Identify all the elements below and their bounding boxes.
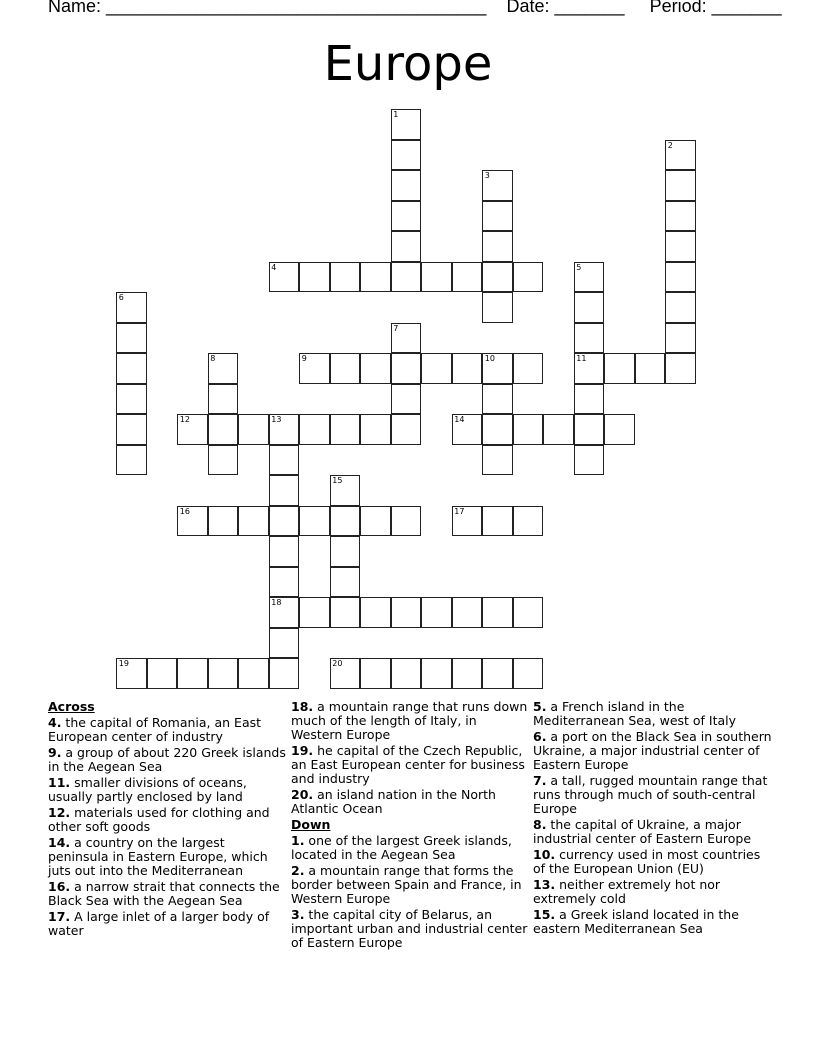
crossword-cell[interactable] <box>482 597 513 628</box>
crossword-cell[interactable] <box>116 292 147 323</box>
crossword-cell[interactable] <box>482 506 513 537</box>
crossword-cell[interactable] <box>574 384 605 415</box>
crossword-cell[interactable] <box>574 323 605 354</box>
crossword-cell[interactable] <box>482 262 513 293</box>
clue-number: 20 <box>332 659 343 669</box>
crossword-cell[interactable] <box>665 262 696 293</box>
clue-down-3: 3. the capital city of Belarus, an important urban and industrial center of Eastern Europe <box>291 907 528 950</box>
crossword-cell[interactable] <box>513 597 544 628</box>
clue-number: 6 <box>118 293 124 303</box>
crossword-cell[interactable] <box>391 201 422 232</box>
crossword-cell[interactable] <box>574 353 605 384</box>
crossword-cell[interactable] <box>574 445 605 476</box>
clue-number: 16 <box>179 506 190 516</box>
crossword-cell[interactable] <box>452 353 483 384</box>
clue-across-14: 14. a country on the largest peninsula in Eastern Europe, which juts out into the Mediterranean <box>48 835 268 878</box>
clue-number: 1 <box>393 110 399 120</box>
crossword-cell[interactable] <box>452 262 483 293</box>
crossword-cell[interactable] <box>299 353 330 384</box>
crossword-cell[interactable] <box>635 353 666 384</box>
crossword-cell[interactable] <box>269 567 300 598</box>
crossword-cell[interactable] <box>391 384 422 415</box>
clue-across-4: 4. the capital of Romania, an East European center of industry <box>48 715 262 744</box>
crossword-cell[interactable] <box>482 201 513 232</box>
crossword-cell[interactable] <box>299 262 330 293</box>
crossword-cell[interactable] <box>604 353 635 384</box>
crossword-cell[interactable] <box>574 414 605 445</box>
clue-number: 7 <box>393 323 399 333</box>
crossword-cell[interactable] <box>208 445 239 476</box>
crossword-cell[interactable] <box>665 353 696 384</box>
clue-across-12: 12. materials used for clothing and other soft goods <box>48 805 270 834</box>
crossword-cell[interactable] <box>452 414 483 445</box>
crossword-cell[interactable] <box>330 262 361 293</box>
crossword-cell[interactable] <box>177 414 208 445</box>
crossword-cell[interactable] <box>421 353 452 384</box>
clue-number: 19 <box>118 659 129 669</box>
crossword-cell[interactable] <box>269 445 300 476</box>
crossword-cell[interactable] <box>330 506 361 537</box>
crossword-cell[interactable] <box>391 231 422 262</box>
clue-number: 18 <box>271 598 282 608</box>
crossword-cell[interactable] <box>391 658 422 689</box>
crossword-cell[interactable] <box>391 597 422 628</box>
crossword-cell[interactable] <box>360 597 391 628</box>
clue-across-19: 19. he capital of the Czech Republic, an East European center for business and industry <box>291 743 525 786</box>
crossword-cell[interactable] <box>360 262 391 293</box>
clue-down-6: 6. a port on the Black Sea in southern Ukraine, a major industrial center of Eastern Europe <box>533 729 772 772</box>
crossword-cell[interactable] <box>208 506 239 537</box>
crossword-cell[interactable] <box>330 658 361 689</box>
crossword-cell[interactable] <box>360 414 391 445</box>
period-field[interactable]: Period: _______ <box>649 0 782 16</box>
clues-column-2 <box>291 700 531 952</box>
crossword-cell[interactable] <box>299 597 330 628</box>
clue-across-20: 20. an island nation in the North Atlantic Ocean <box>291 787 496 816</box>
crossword-cell[interactable] <box>665 292 696 323</box>
crossword-cell[interactable] <box>330 414 361 445</box>
crossword-cell[interactable] <box>269 506 300 537</box>
clue-across-16: 16. a narrow strait that connects the Black Sea with the Aegean Sea <box>48 879 280 908</box>
crossword-cell[interactable] <box>238 414 269 445</box>
crossword-cell[interactable] <box>330 567 361 598</box>
crossword-cell[interactable] <box>391 506 422 537</box>
crossword-cell[interactable] <box>391 323 422 354</box>
crossword-cell[interactable] <box>513 414 544 445</box>
crossword-cell[interactable] <box>208 658 239 689</box>
crossword-cell[interactable] <box>452 506 483 537</box>
down-heading: Down <box>291 817 331 832</box>
page-title: Europe <box>323 36 493 92</box>
crossword-cell[interactable] <box>391 109 422 140</box>
clue-number: 13 <box>271 415 282 425</box>
clue-number: 3 <box>484 171 490 181</box>
clue-down-15: 15. a Greek island located in the eastern Mediterranean Sea <box>533 907 739 936</box>
crossword-cell[interactable] <box>116 353 147 384</box>
crossword-cell[interactable] <box>208 414 239 445</box>
crossword-cell[interactable] <box>330 475 361 506</box>
crossword-cell[interactable] <box>269 658 300 689</box>
crossword-cell[interactable] <box>482 445 513 476</box>
clue-down-5: 5. a French island in the Mediterranean Sea, west of Italy <box>533 699 737 728</box>
crossword-cell[interactable] <box>513 353 544 384</box>
clue-across-11: 11. smaller divisions of oceans, usually partly enclosed by land <box>48 775 247 804</box>
crossword-cell[interactable] <box>574 262 605 293</box>
crossword-cell[interactable] <box>574 292 605 323</box>
crossword-cell[interactable] <box>269 597 300 628</box>
clue-number: 17 <box>454 506 465 516</box>
worksheet-header <box>48 0 782 17</box>
clue-number: 8 <box>210 354 216 364</box>
clues-column-1 <box>48 700 288 940</box>
clue-number: 2 <box>667 140 673 150</box>
crossword-cell[interactable] <box>116 658 147 689</box>
crossword-cell[interactable] <box>299 414 330 445</box>
crossword-cell[interactable] <box>482 292 513 323</box>
crossword-cell[interactable] <box>391 414 422 445</box>
crossword-cell[interactable] <box>513 658 544 689</box>
crossword-cell[interactable] <box>116 414 147 445</box>
clue-number: 10 <box>484 354 495 364</box>
crossword-cell[interactable] <box>482 384 513 415</box>
crossword-cell[interactable] <box>665 140 696 171</box>
crossword-cell[interactable] <box>360 353 391 384</box>
crossword-cell[interactable] <box>604 414 635 445</box>
crossword-cell[interactable] <box>360 506 391 537</box>
name-field[interactable]: Name: ______________________________________ <box>48 0 487 16</box>
crossword-cell[interactable] <box>665 201 696 232</box>
clues-column-3 <box>533 700 773 938</box>
crossword-cell[interactable] <box>482 414 513 445</box>
crossword-cell[interactable] <box>269 475 300 506</box>
clue-down-10: 10. currency used in most countries of the European Union (EU) <box>533 847 761 876</box>
crossword-cell[interactable] <box>665 231 696 262</box>
crossword-cell[interactable] <box>177 658 208 689</box>
crossword-cell[interactable] <box>391 353 422 384</box>
crossword-cell[interactable] <box>391 170 422 201</box>
crossword-cell[interactable] <box>116 445 147 476</box>
crossword-cell[interactable] <box>421 262 452 293</box>
crossword-cell[interactable] <box>177 506 208 537</box>
clue-number: 14 <box>454 415 465 425</box>
clue-down-13: 13. neither extremely hot nor extremely cold <box>533 877 721 906</box>
crossword-cell[interactable] <box>665 323 696 354</box>
crossword-cell[interactable] <box>513 506 544 537</box>
crossword-cell[interactable] <box>269 628 300 659</box>
crossword-cell[interactable] <box>330 536 361 567</box>
date-field[interactable]: Date: _______ <box>506 0 625 16</box>
crossword-cell[interactable] <box>269 536 300 567</box>
crossword-cell[interactable] <box>330 597 361 628</box>
crossword-cell[interactable] <box>421 658 452 689</box>
clue-down-2: 2. a mountain range that forms the border between Spain and France, in Western Europe <box>291 863 522 906</box>
crossword-cell[interactable] <box>513 262 544 293</box>
crossword-cell[interactable] <box>147 658 178 689</box>
clue-number: 5 <box>576 262 582 272</box>
clue-down-8: 8. the capital of Ukraine, a major industrial center of Eastern Europe <box>533 817 752 846</box>
crossword-cell[interactable] <box>238 506 269 537</box>
crossword-cell[interactable] <box>482 170 513 201</box>
crossword-cell[interactable] <box>391 140 422 171</box>
crossword-cell[interactable] <box>208 353 239 384</box>
crossword-cell[interactable] <box>482 231 513 262</box>
crossword-grid <box>117 110 727 692</box>
crossword-cell[interactable] <box>665 170 696 201</box>
clue-across-18: 18. a mountain range that runs down much of the length of Italy, in Western Europe <box>291 699 528 742</box>
crossword-cell[interactable] <box>452 597 483 628</box>
crossword-cell[interactable] <box>208 384 239 415</box>
clue-number: 4 <box>271 262 277 272</box>
crossword-cell[interactable] <box>482 658 513 689</box>
clue-down-7: 7. a tall, rugged mountain range that runs through much of south-central Europe <box>533 773 768 816</box>
clue-down-1: 1. one of the largest Greek islands, located in the Aegean Sea <box>291 833 512 862</box>
crossword-cell[interactable] <box>482 353 513 384</box>
crossword-cell[interactable] <box>116 384 147 415</box>
crossword-cell[interactable] <box>269 414 300 445</box>
crossword-cell[interactable] <box>330 353 361 384</box>
clue-across-9: 9. a group of about 220 Greek islands in the Aegean Sea <box>48 745 286 774</box>
clue-number: 11 <box>576 354 587 364</box>
crossword-cell[interactable] <box>116 323 147 354</box>
crossword-cell[interactable] <box>421 597 452 628</box>
clue-number: 15 <box>332 476 343 486</box>
crossword-cell[interactable] <box>452 658 483 689</box>
clue-number: 12 <box>179 415 190 425</box>
crossword-cell[interactable] <box>238 658 269 689</box>
across-heading: Across <box>48 699 95 714</box>
crossword-cell[interactable] <box>269 262 300 293</box>
clue-number: 9 <box>301 354 307 364</box>
crossword-cell[interactable] <box>391 262 422 293</box>
clue-across-17: 17. A large inlet of a larger body of water <box>48 909 270 938</box>
crossword-cell[interactable] <box>543 414 574 445</box>
crossword-cell[interactable] <box>360 658 391 689</box>
crossword-cell[interactable] <box>299 506 330 537</box>
